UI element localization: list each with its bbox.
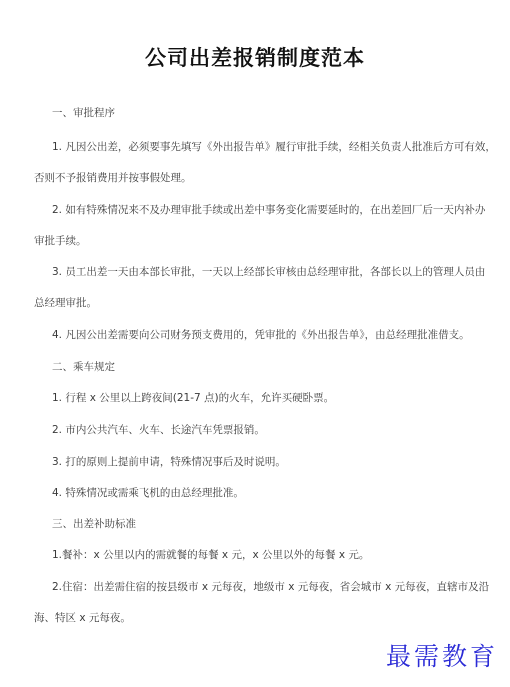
paragraph-line: 3. 员工出差一天由本部长审批，一天以上经部长审核由总经理审批，各部长以上的管理人员由 [52, 266, 486, 278]
paragraph-line: 1. 行程 x 公里以上跨夜间(21-7 点)的火车，允许买硬卧票。 [52, 392, 335, 404]
paragraph-line: 4. 凡因公出差需要向公司财务预支费用的，凭审批的《外出报告单》，由总经理批准借支。 [52, 329, 470, 341]
paragraph-line: 4. 特殊情况或需乘飞机的由总经理批准。 [52, 487, 244, 499]
paragraph-line: 总经理审批。 [34, 297, 97, 309]
section-heading-approval: 一、审批程序 [52, 107, 115, 119]
document-title: 公司出差报销制度范本 [145, 46, 365, 70]
paragraph-line: 否则不予报销费用并按事假处理。 [34, 172, 192, 184]
watermark-logo: 最需教育 [385, 642, 498, 671]
paragraph-line: 3. 打的原则上提前申请，特殊情况事后及时说明。 [52, 456, 286, 468]
paragraph-line: 审批手续。 [34, 235, 87, 247]
paragraph-line: 2.住宿：出差需住宿的按县级市 x 元每夜，地级市 x 元每夜，省会城市 x 元每夜，直辖市及沿 [52, 581, 490, 593]
paragraph-line: 2. 市内公共汽车、火车、长途汽车凭票报销。 [52, 424, 265, 436]
paragraph-line: 海、特区 x 元每夜。 [34, 612, 131, 624]
section-heading-allowance: 三、出差补助标准 [52, 518, 136, 530]
paragraph-line: 1. 凡因公出差，必须要事先填写《外出报告单》履行审批手续，经相关负责人批准后方可有效， [52, 141, 496, 153]
paragraph-line: 2. 如有特殊情况来不及办理审批手续或出差中事务变化需要延时的，在出差回厂后一天内补办 [52, 204, 486, 216]
paragraph-line: 1.餐补：x 公里以内的需就餐的每餐 x 元，x 公里以外的每餐 x 元。 [52, 549, 370, 561]
section-heading-transport: 二、乘车规定 [52, 361, 115, 373]
